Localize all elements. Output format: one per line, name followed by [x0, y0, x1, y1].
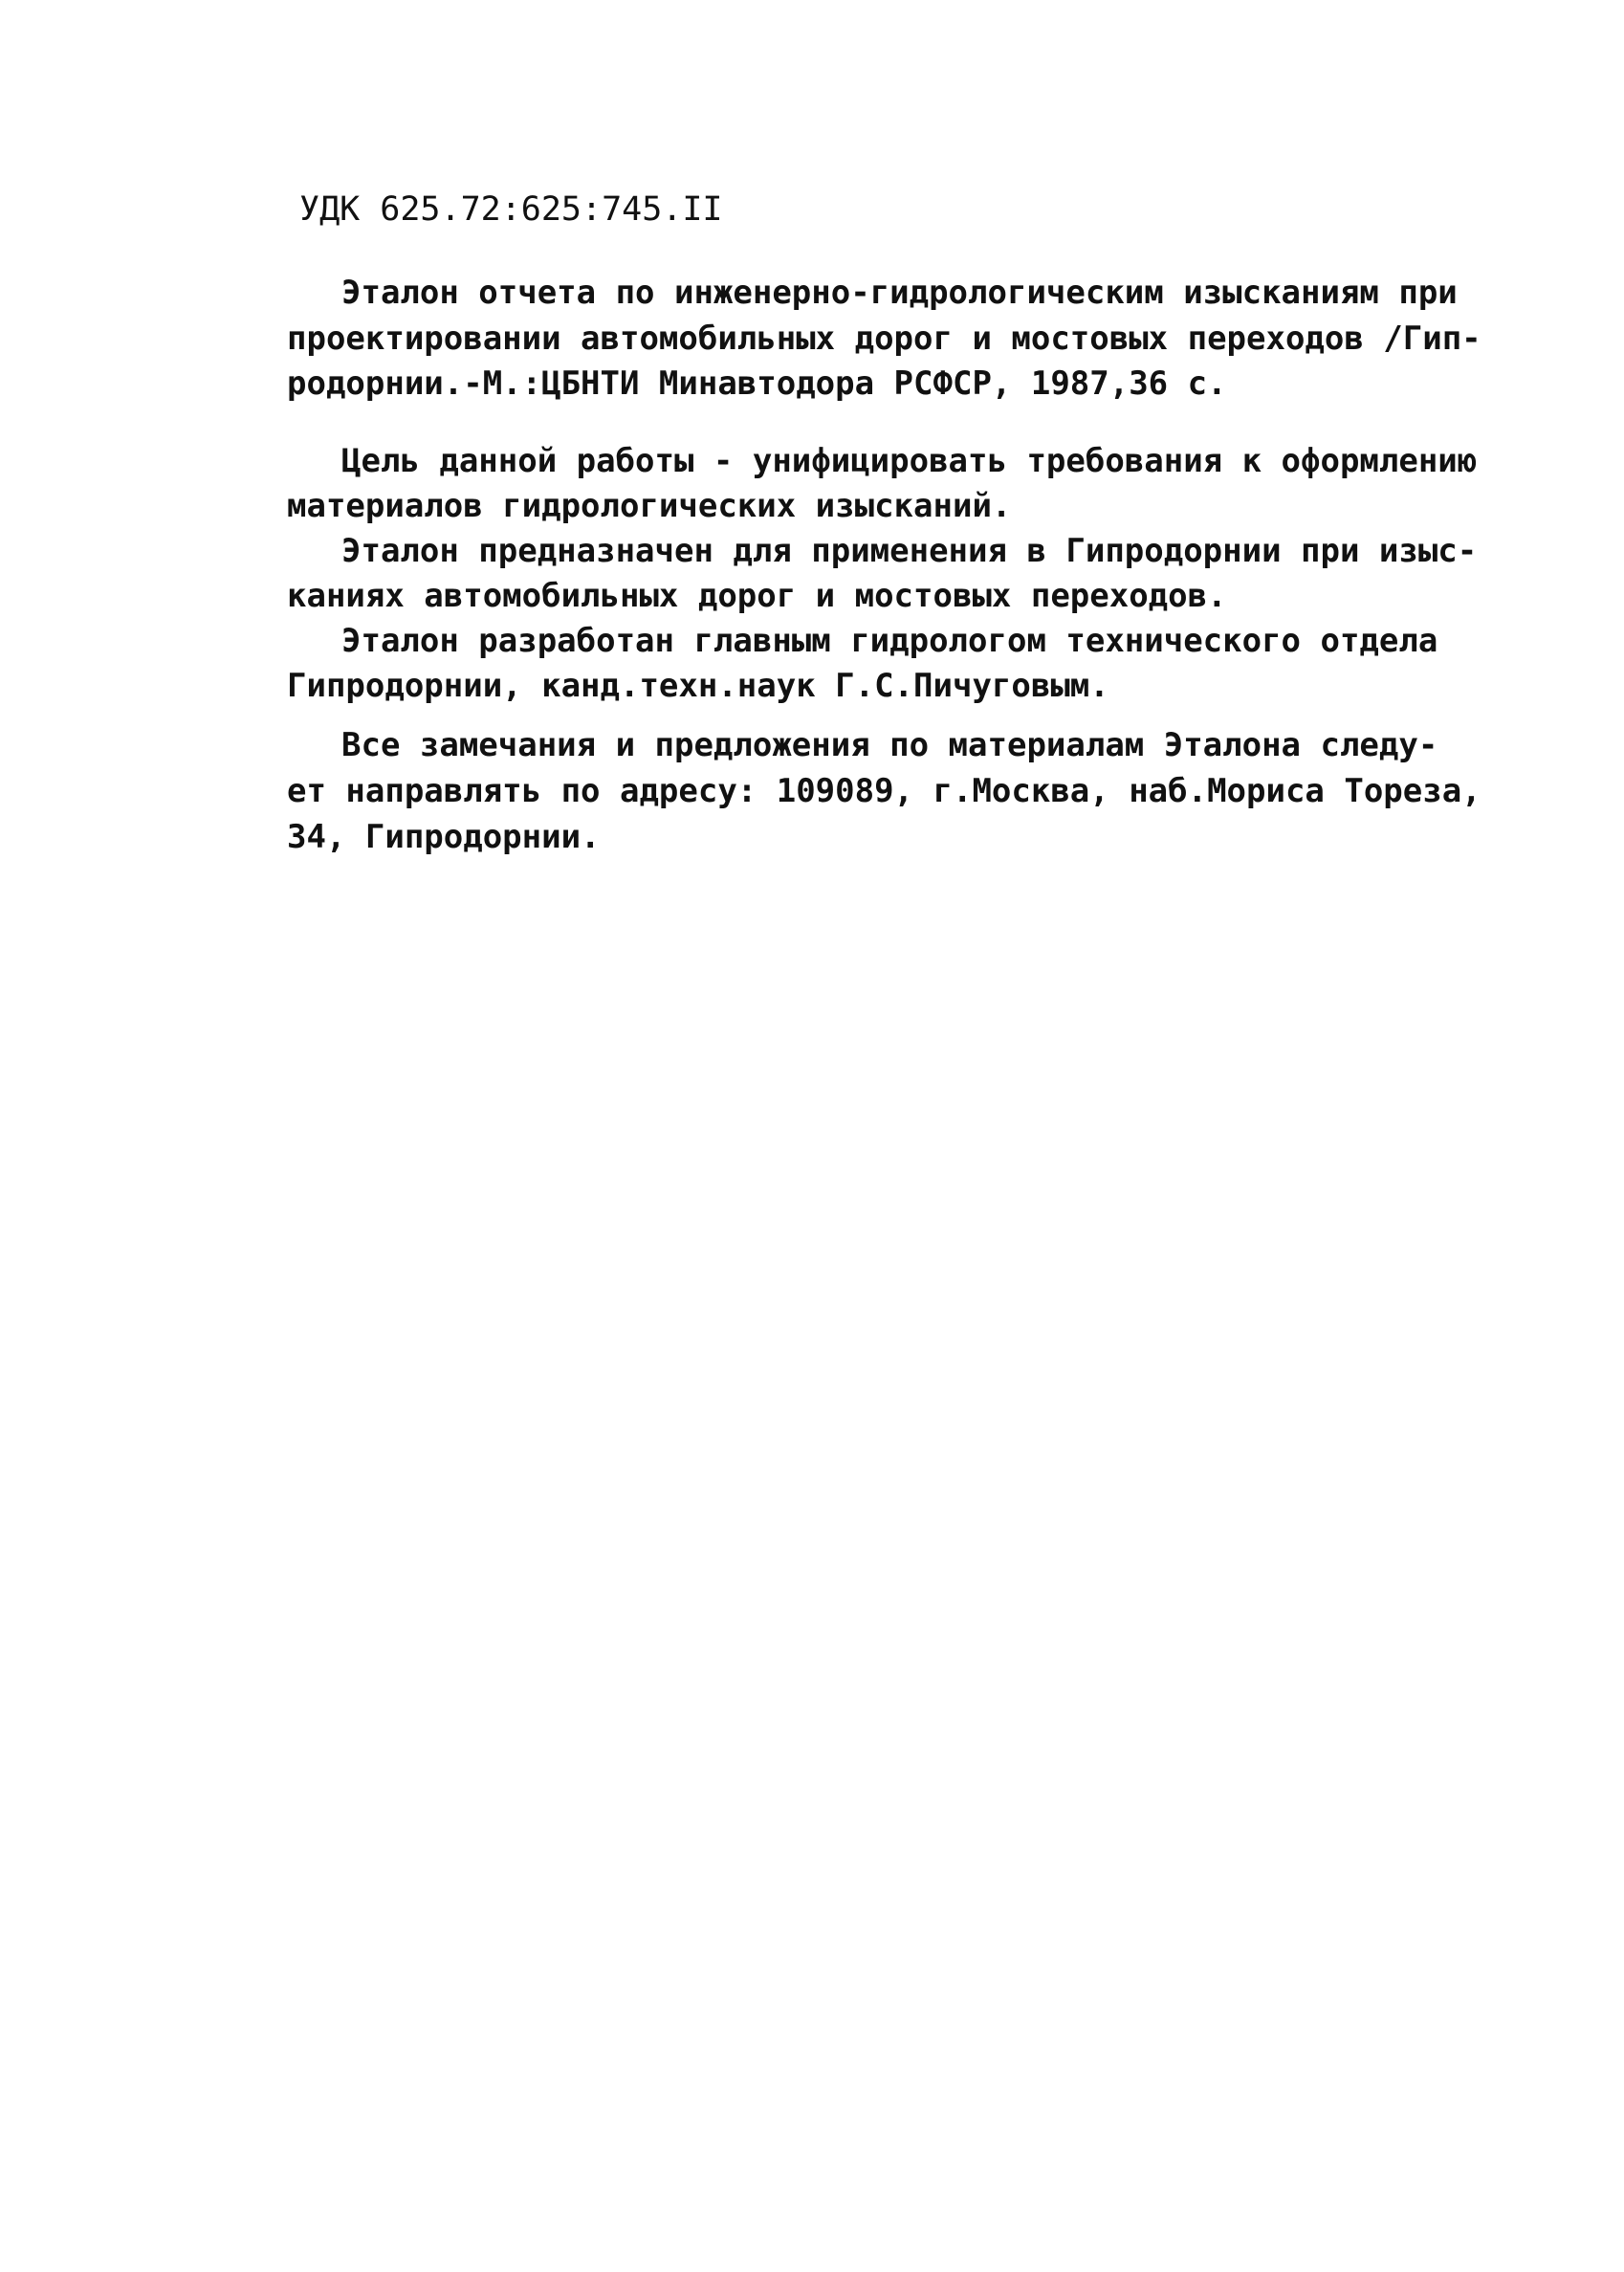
- abstract-line-1: Эталон отчета по инженерно-гидрологическим изысканиям при: [341, 274, 1458, 312]
- purpose-line-2: материалов гидрологических изысканий.: [287, 487, 1012, 525]
- purpose-line-3: Эталон предназначен для применения в Гипродорнии при изыс-: [341, 532, 1478, 570]
- purpose-line-6: Гипродорнии, канд.техн.наук Г.С.Пичуговым.: [287, 667, 1109, 705]
- contact-line-2: ет направлять по адресу: 109089, г.Москва, наб.Мориса Тореза,: [287, 772, 1481, 810]
- contact-line-3: 34, Гипродорнии.: [287, 818, 601, 856]
- purpose-line-1: Цель данной работы - унифицировать требования к оформлению: [341, 442, 1478, 480]
- abstract-line-3: родорнии.-М.:ЦБНТИ Минавтодора РСФСР, 1987,36 с.: [287, 364, 1227, 403]
- purpose-line-4: каниях автомобильных дорог и мостовых переходов.: [287, 577, 1227, 615]
- purpose-line-5: Эталон разработан главным гидрологом технического отдела: [341, 622, 1438, 660]
- contact-line-1: Все замечания и предложения по материалам Эталона следу-: [341, 726, 1438, 764]
- abstract-line-2: проектировании автомобильных дорог и мостовых переходов /Гип-: [287, 320, 1481, 358]
- udk-code: УДК 625.72:625:745.II: [299, 190, 723, 229]
